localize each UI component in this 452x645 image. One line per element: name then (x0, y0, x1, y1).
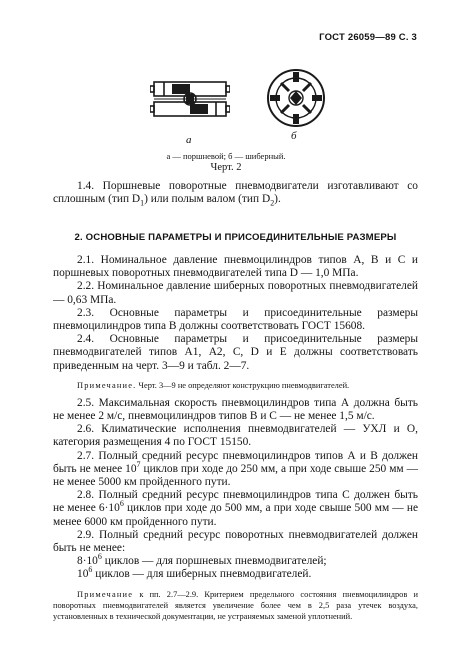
superscript: 6 (97, 552, 102, 562)
figure-2 (0, 68, 452, 146)
paragraph-2-9: 2.9. Полный средний ресурс поворотных пневмодвигателей должен быть не менее: (53, 528, 418, 555)
note-1 (53, 380, 418, 391)
text: циклов — для поршневых пневмодвигателей; (101, 555, 327, 568)
paragraph-2-9-item-1 (53, 552, 418, 568)
figure-number: Черт. 2 (210, 162, 242, 173)
section-2-body (53, 254, 418, 622)
figure-label-b: б (291, 130, 297, 142)
paragraph-2-7 (53, 450, 418, 490)
figure-label-a: а (186, 134, 192, 146)
paragraph-2-4: 2.4. Основные параметры и присоединительные размеры пневмодвигателей типов А1, А2, С, D и Е должны соответствовать приведенным на черт. 3—9 и табл. 2—7. (53, 333, 418, 372)
piston-actuator-drawing (150, 76, 230, 122)
note-2 (53, 589, 418, 622)
text: 2.7. Полный средний ресурс пневмоцилиндров типов А и В должен быть не менее 10 (53, 449, 418, 475)
note-text: к пп. 2.7—2.9. Критерием предельного состояния пневмоцилиндров и поворотных пневмодвигателей является увеличение более чем в 2,5 раза утечек воздуха, установленных в технической документации, не устраняемых заменой уплотнений. (53, 589, 418, 621)
text: циклов при ходе до 250 мм, а при ходе свыше 250 мм — не менее 5000 км пройденного пути. (53, 462, 418, 489)
subscript: 2 (270, 198, 275, 208)
text: 8·10 (77, 555, 98, 568)
text: циклов — для шиберных пневмодвигателей. (92, 568, 312, 581)
text: ) или полым валом (тип D (144, 193, 271, 206)
note-text: Черт. 3—9 не определяют конструкцию пневмодвигателей. (136, 380, 350, 390)
paragraph-2-1: 2.1. Номинальное давление пневмоцилиндров типов А, В и С и поршневых поворотных пневмодвигателей типа D — 1,0 МПа. (53, 254, 418, 280)
note-label: Примечание (77, 589, 134, 599)
figure-caption: а — поршневой; б — шиберный. (166, 151, 286, 161)
paragraph-1-4 (53, 180, 418, 206)
subscript: 1 (140, 198, 145, 208)
text: ). (274, 193, 281, 206)
text: 1.4. Поршневые поворотные пневмодвигатели изготавливают со сплошным (тип D (53, 180, 418, 206)
superscript: 7 (136, 460, 141, 470)
superscript: 6 (88, 565, 93, 575)
text: 2.8. Полный средний ресурс пневмоцилиндров типа С должен быть не менее 6·10 (53, 489, 418, 515)
paragraph-2-3: 2.3. Основные параметры и присоединительные размеры пневмоцилиндров типа В должны соответствовать ГОСТ 15608. (53, 306, 418, 333)
page-header: ГОСТ 26059—89 С. 3 (319, 32, 417, 43)
vane-actuator-drawing (266, 68, 326, 128)
paragraph-2-2: 2.2. Номинальное давление шиберных поворотных пневмодвигателей — 0,63 МПа. (53, 280, 418, 306)
text: циклов при ходе до 500 мм, а при ходе свыше 500 мм — не менее 6000 км пройденного пути. (53, 502, 418, 528)
note-label: Примечание. (77, 380, 137, 390)
text: 10 (77, 568, 89, 581)
paragraph-2-8 (53, 489, 418, 529)
paragraph-2-5: 2.5. Максимальная скорость пневмоцилиндров типа А должна быть не менее 2 м/с, пневмоцилиндров типов В и С — не менее 1,5 м/с. (53, 396, 418, 423)
superscript: 6 (119, 499, 124, 509)
paragraph-2-6: 2.6. Климатические исполнения пневмодвигателей — УХЛ и О, категория размещения 4 по ГОСТ 15150. (53, 423, 418, 449)
section-heading: 2. ОСНОВНЫЕ ПАРАМЕТРЫ И ПРИСОЕДИНИТЕЛЬНЫЕ РАЗМЕРЫ (74, 232, 397, 243)
paragraph-2-9-item-2 (53, 565, 418, 581)
